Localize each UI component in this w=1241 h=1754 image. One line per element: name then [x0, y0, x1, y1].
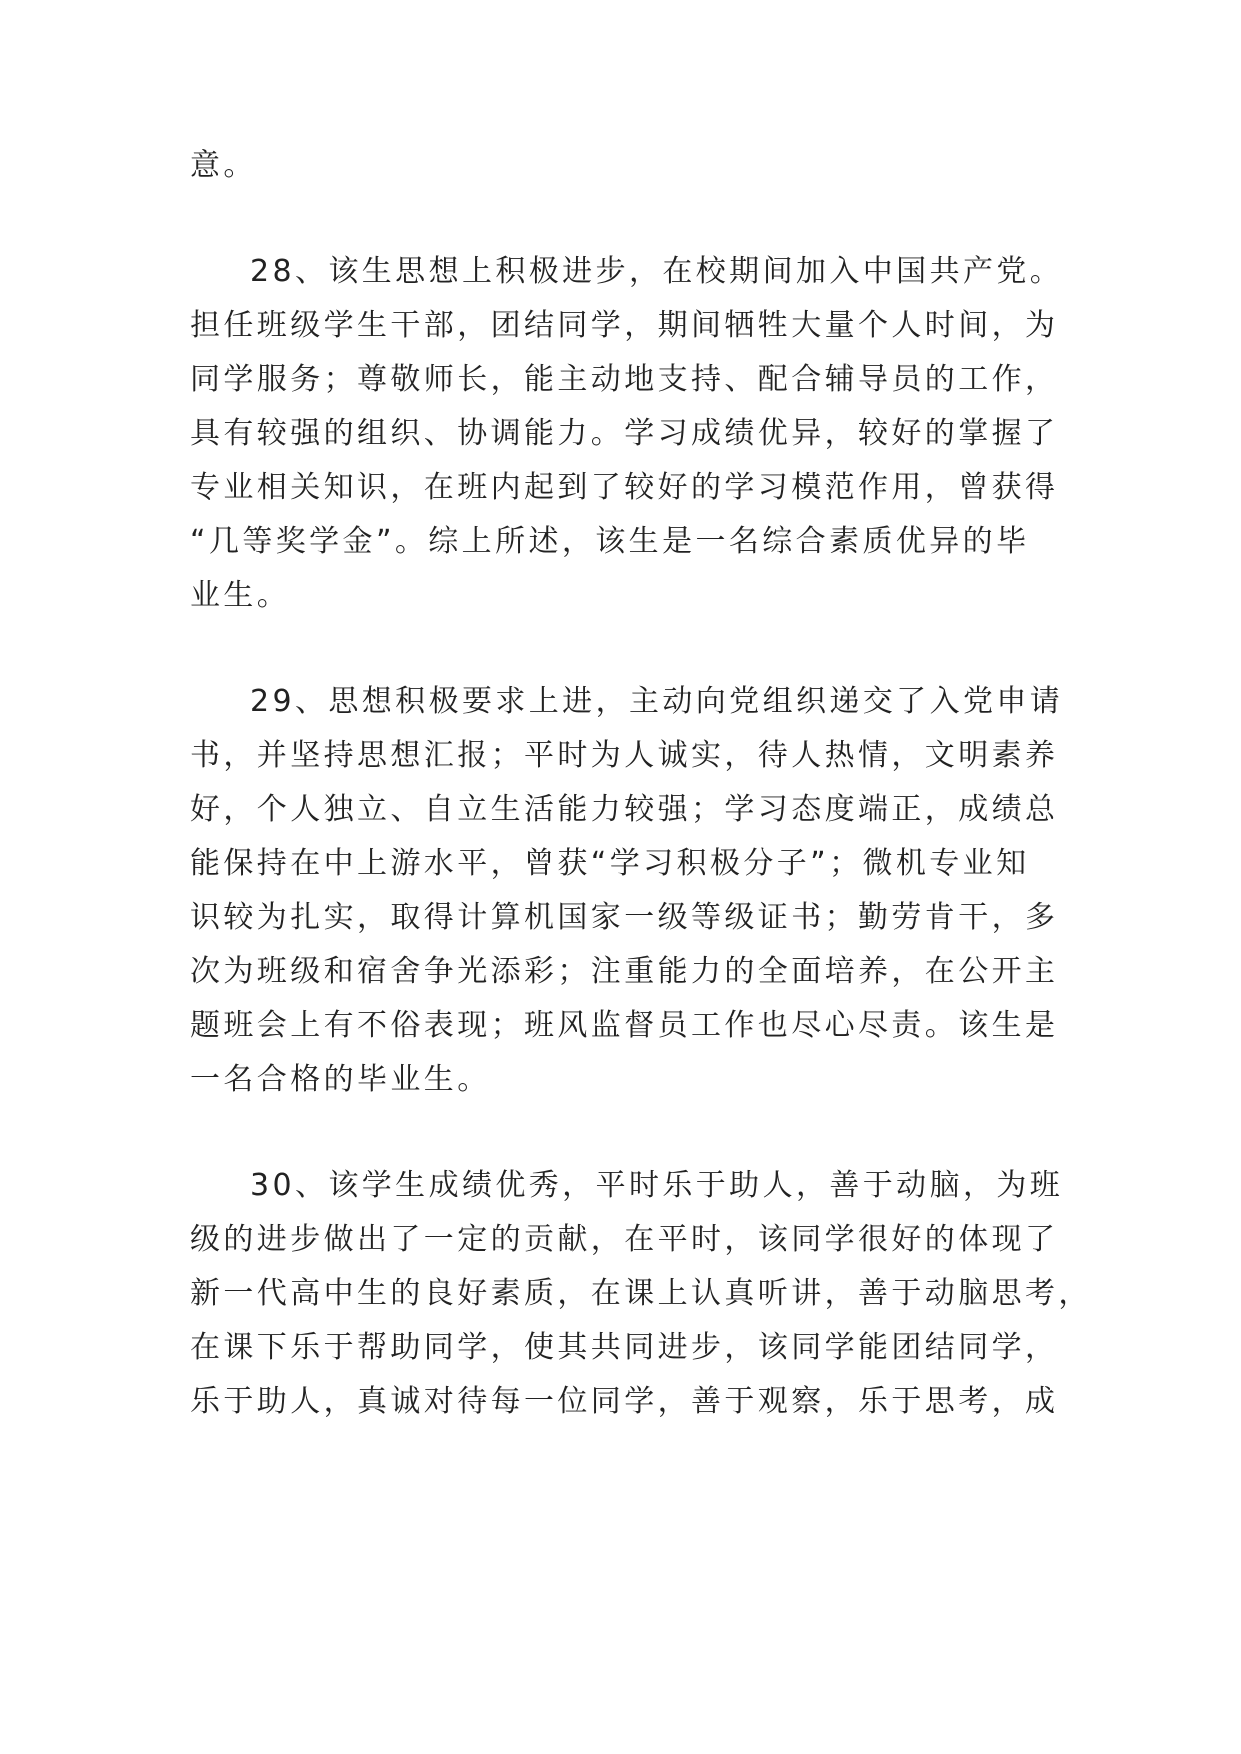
paragraph-29-line-5: 识较为扎实，取得计算机国家一级等级证书；勤劳肯干，多: [190, 900, 1059, 935]
paragraph-28-line-6: “几等奖学金”。综上所述，该生是一名综合素质优异的毕: [190, 524, 1030, 559]
paragraph-28-line-1: 28、该生思想上积极进步，在校期间加入中国共产党。: [250, 254, 1064, 289]
paragraph-27-tail: 意。: [190, 148, 257, 183]
paragraph-29-line-2: 书，并坚持思想汇报；平时为人诚实，待人热情，文明素养: [190, 738, 1059, 773]
paragraph-30-line-1: 30、该学生成绩优秀，平时乐于助人，善于动脑，为班: [250, 1168, 1064, 1203]
paragraph-29-line-3: 好，个人独立、自立生活能力较强；学习态度端正，成绩总: [190, 792, 1059, 827]
paragraph-29-line-4: 能保持在中上游水平，曾获“学习积极分子”；微机专业知: [190, 846, 1030, 881]
paragraph-29-line-7: 题班会上有不俗表现；班风监督员工作也尽心尽责。该生是: [190, 1008, 1059, 1043]
paragraph-29-line-6: 次为班级和宿舍争光添彩；注重能力的全面培养，在公开主: [190, 954, 1059, 989]
paragraph-30-line-5: 乐于助人，真诚对待每一位同学，善于观察，乐于思考，成: [190, 1384, 1059, 1419]
paragraph-29-line-8: 一名合格的毕业生。: [190, 1062, 491, 1097]
paragraph-28-line-4: 具有较强的组织、协调能力。学习成绩优异，较好的掌握了: [190, 416, 1059, 451]
paragraph-29-line-1: 29、思想积极要求上进，主动向党组织递交了入党申请: [250, 684, 1064, 719]
paragraph-28-line-3: 同学服务；尊敬师长，能主动地支持、配合辅导员的工作，: [190, 362, 1059, 397]
paragraph-30-line-2: 级的进步做出了一定的贡献，在平时，该同学很好的体现了: [190, 1222, 1059, 1257]
paragraph-30-line-4: 在课下乐于帮助同学，使其共同进步，该同学能团结同学，: [190, 1330, 1059, 1365]
paragraph-28-line-2: 担任班级学生干部，团结同学，期间牺牲大量个人时间，为: [190, 308, 1059, 343]
paragraph-28-line-7: 业生。: [190, 578, 291, 613]
paragraph-28-line-5: 专业相关知识，在班内起到了较好的学习模范作用，曾获得: [190, 470, 1059, 505]
paragraph-30-line-3: 新一代高中生的良好素质，在课上认真听讲，善于动脑思考，: [190, 1276, 1092, 1311]
